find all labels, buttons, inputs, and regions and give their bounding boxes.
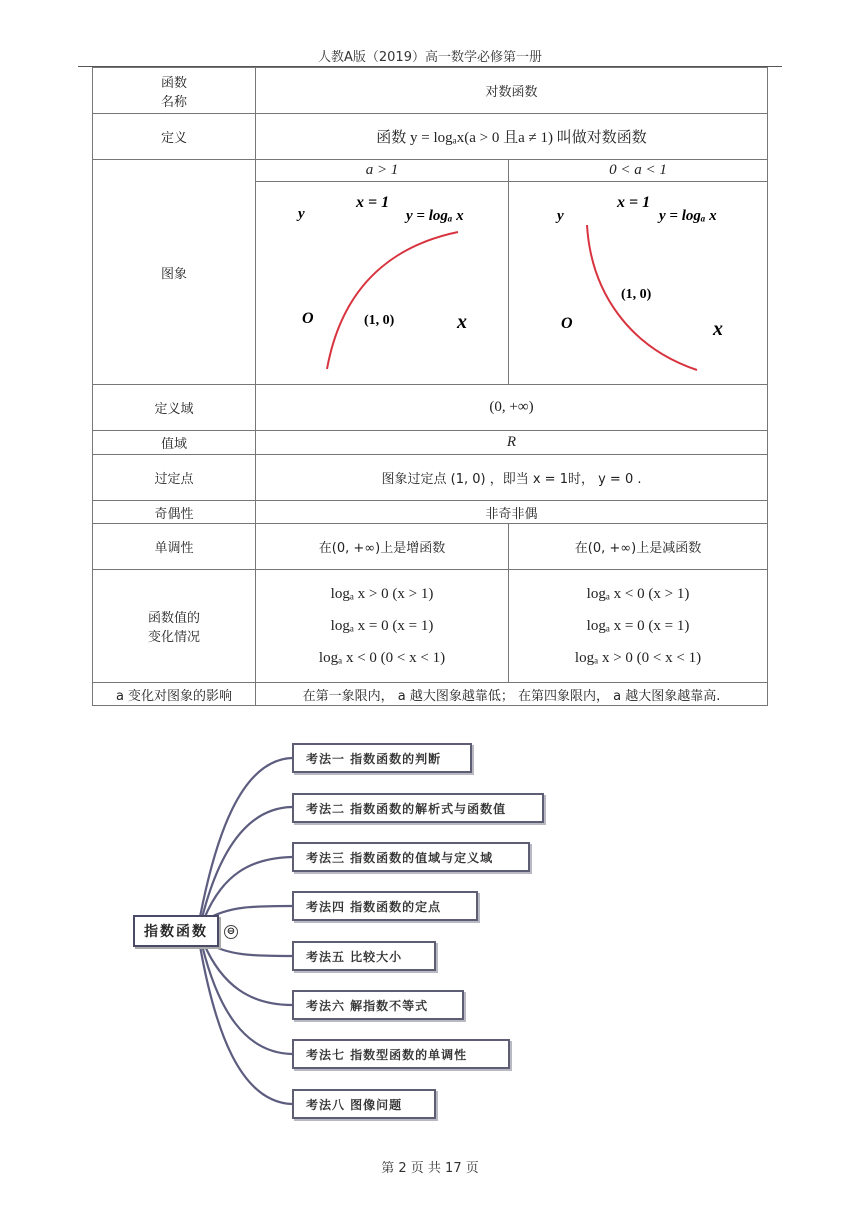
change-left-line: logₐ x < 0 (0 < x < 1) [318,650,446,666]
domain-label: 定义域 [93,385,256,431]
mindmap-root[interactable]: 指数函数 [133,915,219,947]
graph-left-func-label: y = logₐ x [406,208,464,224]
monotonic-right: 在(0, +∞)上是减函数 [509,524,768,570]
parity-label: 奇偶性 [93,501,256,524]
change-left-line: logₐ x > 0 (x > 1) [330,586,434,602]
range-label: 值域 [93,431,256,455]
exponential-function-mindmap [0,730,860,1130]
graph-left-x1-label: x = 1 [356,194,390,211]
graph-right-x-label: x [713,318,723,340]
range-value: R [256,431,768,455]
graph-left-point-label: (1, 0) [364,313,395,328]
monotonic-left: 在(0, +∞)上是增函数 [256,524,509,570]
mindmap-node[interactable]: 考法六 解指数不等式 [292,990,464,1020]
graph-label: 图象 [93,160,256,385]
definition-label: 定义 [93,114,256,160]
graph-left-origin-label: O [302,310,314,327]
name-label: 函数 名称 [93,68,256,114]
graph-left-y-label: y [298,206,305,222]
monotonic-label: 单调性 [93,524,256,570]
collapse-icon[interactable]: ⊖ [224,925,238,939]
graph-right-origin-label: O [561,315,573,332]
mindmap-node[interactable]: 考法四 指数函数的定点 [292,891,478,921]
page-footer: 第 2 页 共 17 页 [381,1161,479,1176]
fixed-point-label: 过定点 [93,455,256,501]
mindmap-node[interactable]: 考法八 图像问题 [292,1089,436,1119]
domain-value: (0, +∞) [256,385,768,431]
mindmap-node[interactable]: 考法五 比较大小 [292,941,436,971]
change-left-line: logₐ x = 0 (x = 1) [330,618,434,634]
mindmap-node[interactable]: 考法七 指数型函数的单调性 [292,1039,510,1069]
graph-left-curve [327,232,458,369]
effect-value: 在第一象限内， a 越大图象越靠低； 在第四象限内， a 越大图象越靠高. [256,683,768,706]
graph-left [256,182,509,385]
mindmap-node[interactable]: 考法一 指数函数的判断 [292,743,472,773]
graph-right-func-label: y = logₐ x [659,208,717,224]
effect-label: a 变化对图象的影响 [93,683,256,706]
log-graph-decreasing [509,182,767,384]
parity-value: 非奇非偶 [256,501,768,524]
change-right [509,570,768,683]
log-function-table [92,67,768,706]
graph-left-x-label: x [457,311,467,333]
change-right-line: logₐ x > 0 (0 < x < 1) [574,650,702,666]
graph-right-x1-label: x = 1 [617,194,651,211]
graph-right [509,182,768,385]
mindmap-node[interactable]: 考法二 指数函数的解析式与函数值 [292,793,544,823]
fixed-point-value: 图象过定点 (1, 0) ，即当 x = 1时， y = 0 . [256,455,768,501]
graph-right-y-label: y [557,208,564,224]
definition-value: 函数 y = logₐx(a > 0 且a ≠ 1) 叫做对数函数 [256,114,768,160]
name-value: 对数函数 [256,68,768,114]
page-header: 人教A版（2019）高一数学必修第一册 [318,50,542,65]
change-right-line: logₐ x < 0 (x > 1) [586,586,690,602]
change-left [256,570,509,683]
log-graph-increasing [256,182,508,384]
change-right-line: logₐ x = 0 (x = 1) [586,618,690,634]
mindmap-connectors [0,730,860,1130]
change-label: 函数值的 变化情况 [93,570,256,683]
mindmap-node[interactable]: 考法三 指数函数的值域与定义域 [292,842,530,872]
graph-right-header: 0 < a < 1 [509,160,768,182]
graph-right-point-label: (1, 0) [621,287,652,302]
graph-left-header: a > 1 [256,160,509,182]
